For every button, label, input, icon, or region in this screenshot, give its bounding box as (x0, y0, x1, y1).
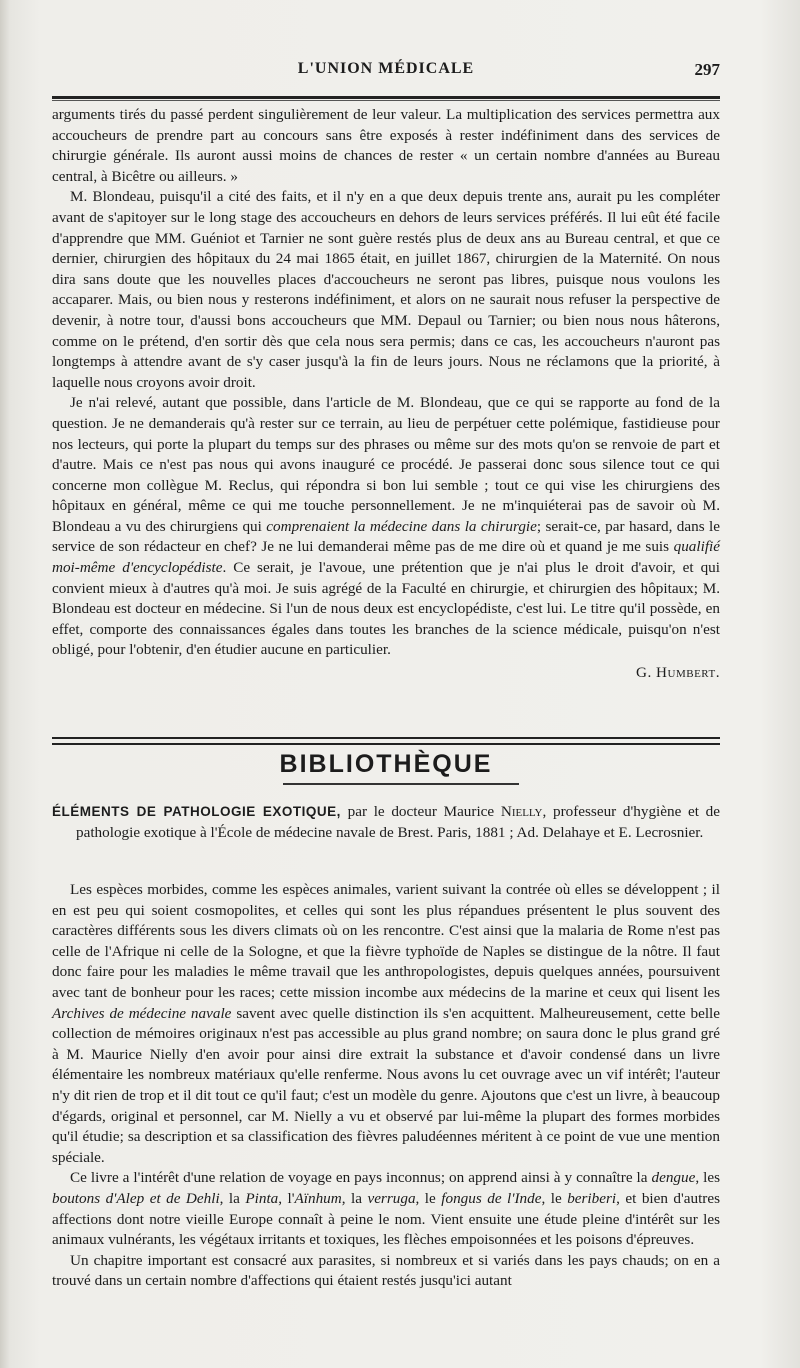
text-run: , la (341, 1189, 368, 1207)
author-signature: G. Humbert. (635, 664, 720, 682)
text-run: , le (415, 1189, 442, 1207)
journal-title: Archives de médecine navale (52, 1004, 232, 1022)
running-title: L'UNION MÉDICALE (297, 60, 475, 77)
review-paragraph: Un chapitre important est consacré aux parasites, si nombreux et si variés dans les pays chauds; on en a trouvé dans un certain nombre d'affections qui étaient restés jusqu'ici autant (52, 1251, 720, 1290)
text-run: Ce livre a l'intérêt d'une relation de voyage en pays inconnus; on apprend ainsi à y connaître la (70, 1169, 652, 1187)
text-run: savent avec quelle distinction ils s'en acquittent. Malheureusement, cette belle collection de mémoires originaux n'est pas accessible au plus grand nombre; on saura donc le plus grand gré à M. Maurice Nielly d'en avoir pour ainsi dire extrait la substance et d'avoir condensé dans un livre élémentaire les nombreux matériaux qu'elle renferme. Nous avons lu cet ouvrage avec un vif intérêt; l'auteur n'y dit rien de trop et il dit tout ce qu'il faut; c'est un modèle du genre. Ajoutons que c'est un livre, à beaucoup d'égards, original et personnel, car M. Nielly a vu et observé par lui-même la plupart des formes morbides qu'il étudie; sa description et sa classification des fièvres paludéennes méritent à ce point de vue une mention spéciale. (52, 1004, 721, 1166)
disease-name: dengue (651, 1169, 696, 1187)
article-paragraph: M. Blondeau, puisqu'il a cité des faits, et il n'y en a que deux depuis trente ans, aurait pu les compléter avant de s'apitoyer sur le long stage des accoucheurs en dehors de leurs services préférés. Il lui eût été facile d'apprendre que MM. Guéniot et Tarnier ne sont guère restés plus de deux ans au Bureau central, et que ce dernier, chirurgien des hôpitaux du 24 mai 1865 était, en juillet 1867, chirurgien de la Maternité. On nous dira sans doute que les nouvelles places d'accoucheurs ne seront pas libres, puisque nous voulons les accaparer. Mais, ou bien nous y resterons indéfiniment, et alors on ne saurait nous refuser la perspective de devenir, à notre tour, d'aussi bons accoucheurs que MM. Depaul ou Tarnier; ou bien nous nous hâterons, comme on le prétend, d'en sortir dès que cela nous sera permis; dans ce cas, les accoucheurs n'auront pas longtemps à attendre avant de s'y caser jusqu'à la fin de leurs jours. Nous ne réclamons que la priorité, à laquelle nous croyons avoir droit. (52, 188, 720, 391)
text-run: , les (695, 1169, 721, 1187)
page-number: 297 (694, 60, 720, 79)
quoted-phrase: qualifié moi-même d'encyclopédiste (52, 538, 720, 577)
section-divider (52, 737, 720, 745)
article-paragraph: arguments tirés du passé perdent singulièrement de leur valeur. La multiplication des services permettra aux accoucheurs de prendre part au concours sans être exposés à rester indéfiniment dans des services de chirurgie générale. Ils auront aussi moins de chances de rester « un certain nombre d'années au Bureau central, à Bicêtre ou ailleurs. » (52, 106, 720, 185)
text-run: par le docteur Maurice (340, 803, 501, 820)
review-body (52, 880, 720, 1292)
title-underline (283, 783, 519, 785)
quoted-phrase: comprenaient la médecine dans la chirurgie (266, 517, 537, 535)
text-run: , la (219, 1189, 246, 1207)
review-paragraph (52, 1168, 720, 1250)
disease-name: boutons d'Alep et de Dehli (52, 1189, 220, 1207)
book-title: ÉLÉMENTS DE PATHOLOGIE EXOTIQUE, (52, 804, 341, 819)
text-run: Les espèces morbides, comme les espèces animales, varient suivant la contrée où elles se développent ; il en est peu qui soient cosmopolites, et celles qui sont les plus répandues présentent le plus souvent des caractères différents sous les divers climats où on les rencontre. C'est ainsi que la malaria de Rome n'est pas celle de l'Afrique ni celle de la Sologne, et que la fièvre typhoïde de Naples se distingue de la nôtre. Il faut donc faire pour les maladies le même travail que les anthropologistes, depuis quelques années, poursuivent avec tant de bonheur pour les races; cette mission incombe aux médecins de la marine et ceux qui lisent les (52, 881, 720, 1001)
article-continuation (52, 105, 720, 684)
header-rule (52, 96, 720, 101)
book-author: Nielly (500, 803, 543, 820)
section-title: BIBLIOTHÈQUE (279, 750, 493, 778)
text-run: Je n'ai relevé, autant que possible, dans l'article de M. Blondeau, que ce qui se rapporte au fond de la question. Je ne demanderais qu'à rester sur ce terrain, au lieu de perpétuer cette polémique, fastidieuse pour nos lecteurs, qui porte la plupart du temps sur des phrases ou même sur des mots qu'on se renvoie de part et d'autre. Mais ce n'est pas nous qui avons inauguré ce procédé. Je passerai donc sous silence tout ce qui concerne mon collègue M. Reclus, qui répondra si bon lui semble ; tout ce qui vise les chirurgiens des hôpitaux en général, même ce qui me touche personnellement. Je ne m'inquiéterai pas de savoir où M. Blondeau a vu des chirurgiens qui (52, 394, 720, 535)
text-run: , le (541, 1189, 568, 1207)
disease-name: fongus de l'Inde (441, 1189, 542, 1207)
disease-name: verruga (367, 1189, 416, 1207)
book-citation (52, 802, 720, 843)
article-paragraph (52, 393, 720, 661)
disease-name: Aïnhum (294, 1189, 342, 1207)
page-header (52, 60, 720, 86)
text-run: , et bien d'autres affections dont notre vieille Europe connaît à peine le nom. Vient ensuite une étude pleine d'intérêt sur les animaux vulnérants, les végétaux irritants et toxiques, les flèches empoisonnées et les poisons d'épreuves. (52, 1189, 721, 1249)
disease-name: Pinta (245, 1189, 279, 1207)
book-details: , professeur d'hygiène et de pathologie exotique à l'École de médecine navale de Brest. Paris, 1881 ; Ad. Delahaye et E. Lecrosnier. (76, 803, 720, 841)
text-run: . Ce serait, je l'avoue, une prétention que je n'ai plus le droit d'avoir, et qui convient mieux à d'autres qu'à moi. Je suis agrégé de la Faculté en chirurgie, et chirurgien des hôpitaux; M. Blondeau est docteur en médecine. Si l'un de nous deux est encyclopédiste, c'est lui. Le titre qu'il possède, en effet, comporte des connaissances égales dans toutes les branches de la science médicale, puisqu'on n'est obligé, pour l'obtenir, d'en étudier aucune en particulier. (52, 559, 720, 659)
text-run: ; serait-ce, par hasard, dans le service de son rédacteur en chef? Je ne lui demanderai même pas de me dire où et quand je me suis (52, 517, 720, 556)
review-paragraph (52, 880, 720, 1168)
disease-name: beriberi (567, 1189, 617, 1207)
text-run: , l' (278, 1189, 295, 1207)
